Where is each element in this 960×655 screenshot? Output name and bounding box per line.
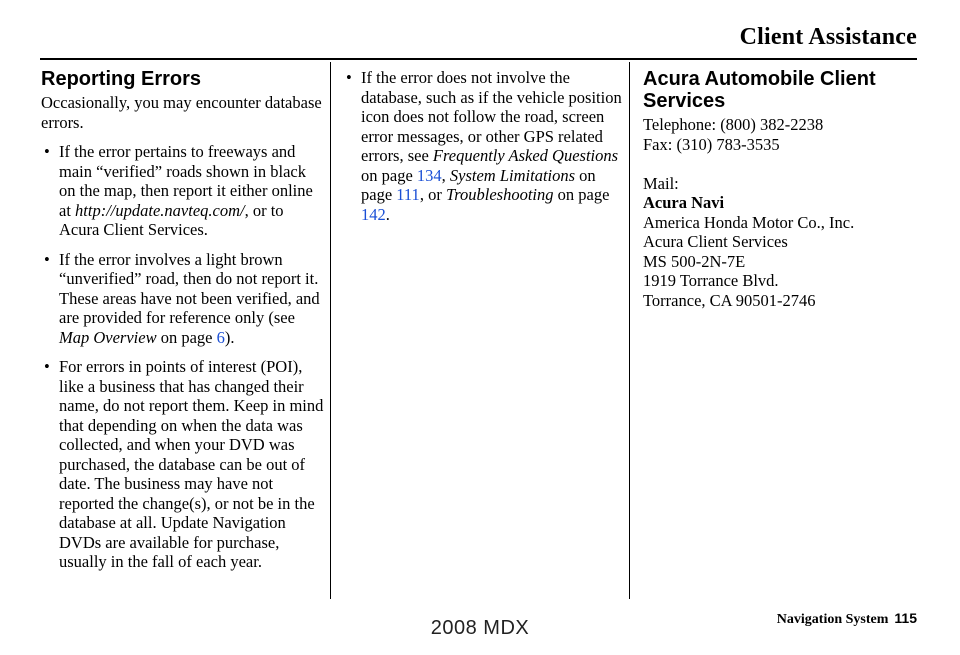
bullet-list [343, 68, 623, 224]
address-line: Acura Client Services [643, 232, 788, 251]
bullet-text: on page [553, 185, 610, 204]
fax-line: Fax: (310) 783-3535 [643, 134, 780, 154]
page-link[interactable]: 134 [416, 165, 442, 185]
address-line: MS 500-2N-7E [643, 251, 746, 271]
footer-label: Navigation System [776, 612, 889, 627]
reference-title: Troubleshooting [445, 185, 554, 204]
intro-paragraph: Occasionally, you may encounter database errors. [41, 93, 322, 132]
page-number: 115 [894, 610, 917, 626]
section-heading-reporting-errors: Reporting Errors [41, 68, 202, 90]
page-link[interactable]: 111 [396, 185, 420, 204]
section-heading-client-services: Acura Automobile Client Services [643, 68, 876, 112]
column-right [643, 68, 923, 310]
bullet-text: on page [156, 327, 217, 347]
address-line: Torrance, CA 90501-2746 [643, 290, 816, 310]
bullet-text: For errors in points of interest (POI), like a business that has changed their name, do not report them. Keep in mind that depending on when the data was collected, and when your DVD was purchased, the database can be out of date. The business may have not reported the change(s), or not be in the database at all. Update Navigation DVDs are available for purchase, usually in the fall of each year. [59, 357, 324, 571]
bullet-text: , or to Acura Client Services. [59, 200, 284, 239]
bullet-text: If the error does not involve the database, such as if the vehicle position icon does not follow the road, screen error messages, or other GPS related errors, see [361, 68, 622, 165]
column-middle [343, 68, 623, 234]
model-watermark: 2008 MDX [430, 617, 530, 639]
reference-title: System Limitations [449, 165, 576, 185]
list-item [41, 142, 325, 240]
column-divider [330, 62, 331, 599]
spacer [643, 154, 923, 174]
page-link[interactable]: 142 [361, 204, 386, 224]
bullet-text: on page [361, 165, 596, 204]
recipient-name: Acura Navi [643, 193, 725, 212]
bullet-text: on page [361, 165, 417, 185]
header-rule [40, 58, 917, 60]
address-line: America Honda Motor Co., Inc. [643, 212, 855, 232]
reference-title: Map Overview [59, 327, 157, 347]
address-line: 1919 Torrance Blvd. [643, 271, 779, 290]
column-left [41, 68, 325, 582]
bullet-list [41, 142, 325, 572]
bullet-text: . [385, 204, 390, 224]
bullet-text: If the error pertains to freeways and main “verified” roads shown in black on the map, then report it either online at [59, 142, 313, 220]
navteq-url: http://update.navteq.com/ [75, 200, 245, 220]
bullet-text: If the error involves a light brown “unverified” road, then do not report it. These areas have not been verified, and are provided for reference only (see [59, 249, 320, 327]
bullet-text: ). [224, 327, 235, 347]
list-item [41, 357, 325, 572]
telephone-line: Telephone: (800) 382-2238 [643, 115, 824, 134]
page-title: Client Assistance [739, 24, 917, 50]
bullet-text: , or [419, 185, 446, 204]
list-item [343, 68, 623, 224]
page-link[interactable]: 6 [216, 327, 225, 347]
bullet-text: , [441, 165, 450, 185]
list-item [41, 250, 325, 348]
mail-label: Mail: [643, 173, 679, 193]
reference-title: Frequently Asked Questions [432, 146, 619, 165]
column-divider [629, 62, 630, 599]
